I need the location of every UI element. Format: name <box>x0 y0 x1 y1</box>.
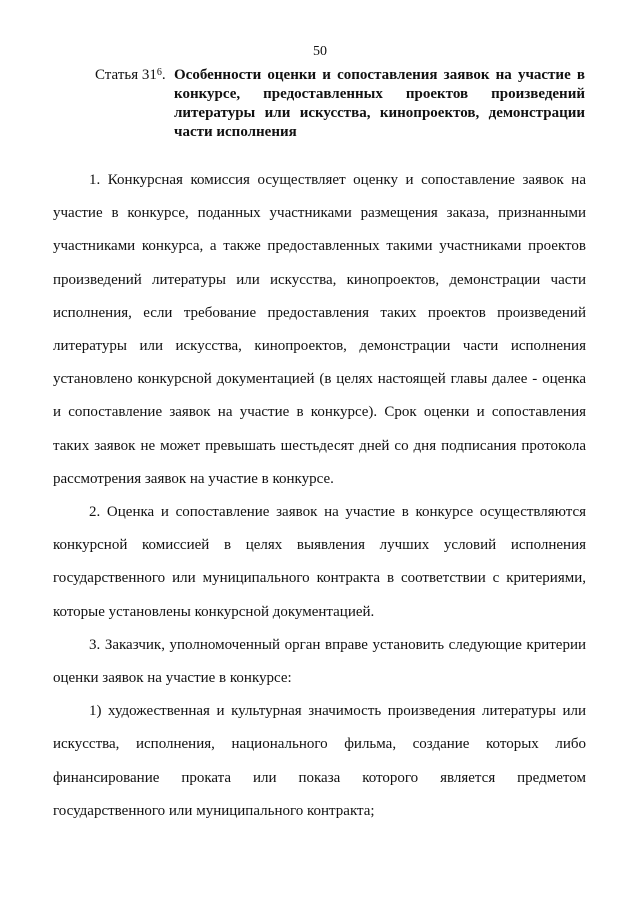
paragraph-1: 1. Конкурсная комиссия осуществляет оценку и сопоставление заявок на участие в конкурсе, поданных участниками размещения заказа, признанными участниками конкурса, а также предоставленных такими участниками проектов произведений литературы или искусства, кинопроектов, демонстрации части исполнения, если требование предоставления таких проектов произведений литературы или искусства, кинопроектов, демонстрации части исполнения установлено конкурсной документацией (в целях настоящей главы далее - оценка и сопоставление заявок на участие в конкурсе). Срок оценки и сопоставления таких заявок не может превышать шестьдесят дней со дня подписания протокола рассмотрения заявок на участие в конкурсе. <box>53 172 586 487</box>
article-title: Особенности оценки и сопоставления заявок на участие в конкурсе, предоставленных проектов произведений литературы или искусства, кинопроектов, демонстрации части исполнения <box>174 67 585 140</box>
article-body <box>53 164 586 828</box>
paragraph-4: 1) художественная и культурная значимость произведения литературы или искусства, исполнения, национального фильма, создание которых либо финансирование проката или показа которого является предметом государственного или муниципального контракта; <box>53 703 586 819</box>
article-label-text: Статья 31 <box>95 67 157 83</box>
article-label-superscript: 6 <box>156 67 162 78</box>
article-label-suffix: . <box>161 67 166 83</box>
paragraph-3: 3. Заказчик, уполномоченный орган вправе установить следующие критерии оценки заявок на участие в конкурсе: <box>53 636 586 687</box>
article-heading <box>95 66 585 142</box>
paragraph-2: 2. Оценка и сопоставление заявок на участие в конкурсе осуществляются конкурсной комиссией в целях выявления лучших условий исполнения государственного или муниципального контракта в соответствии с критериями, которые установлены конкурсной документацией. <box>53 504 586 620</box>
page-number: 50 <box>313 44 327 59</box>
article-label <box>95 66 174 85</box>
